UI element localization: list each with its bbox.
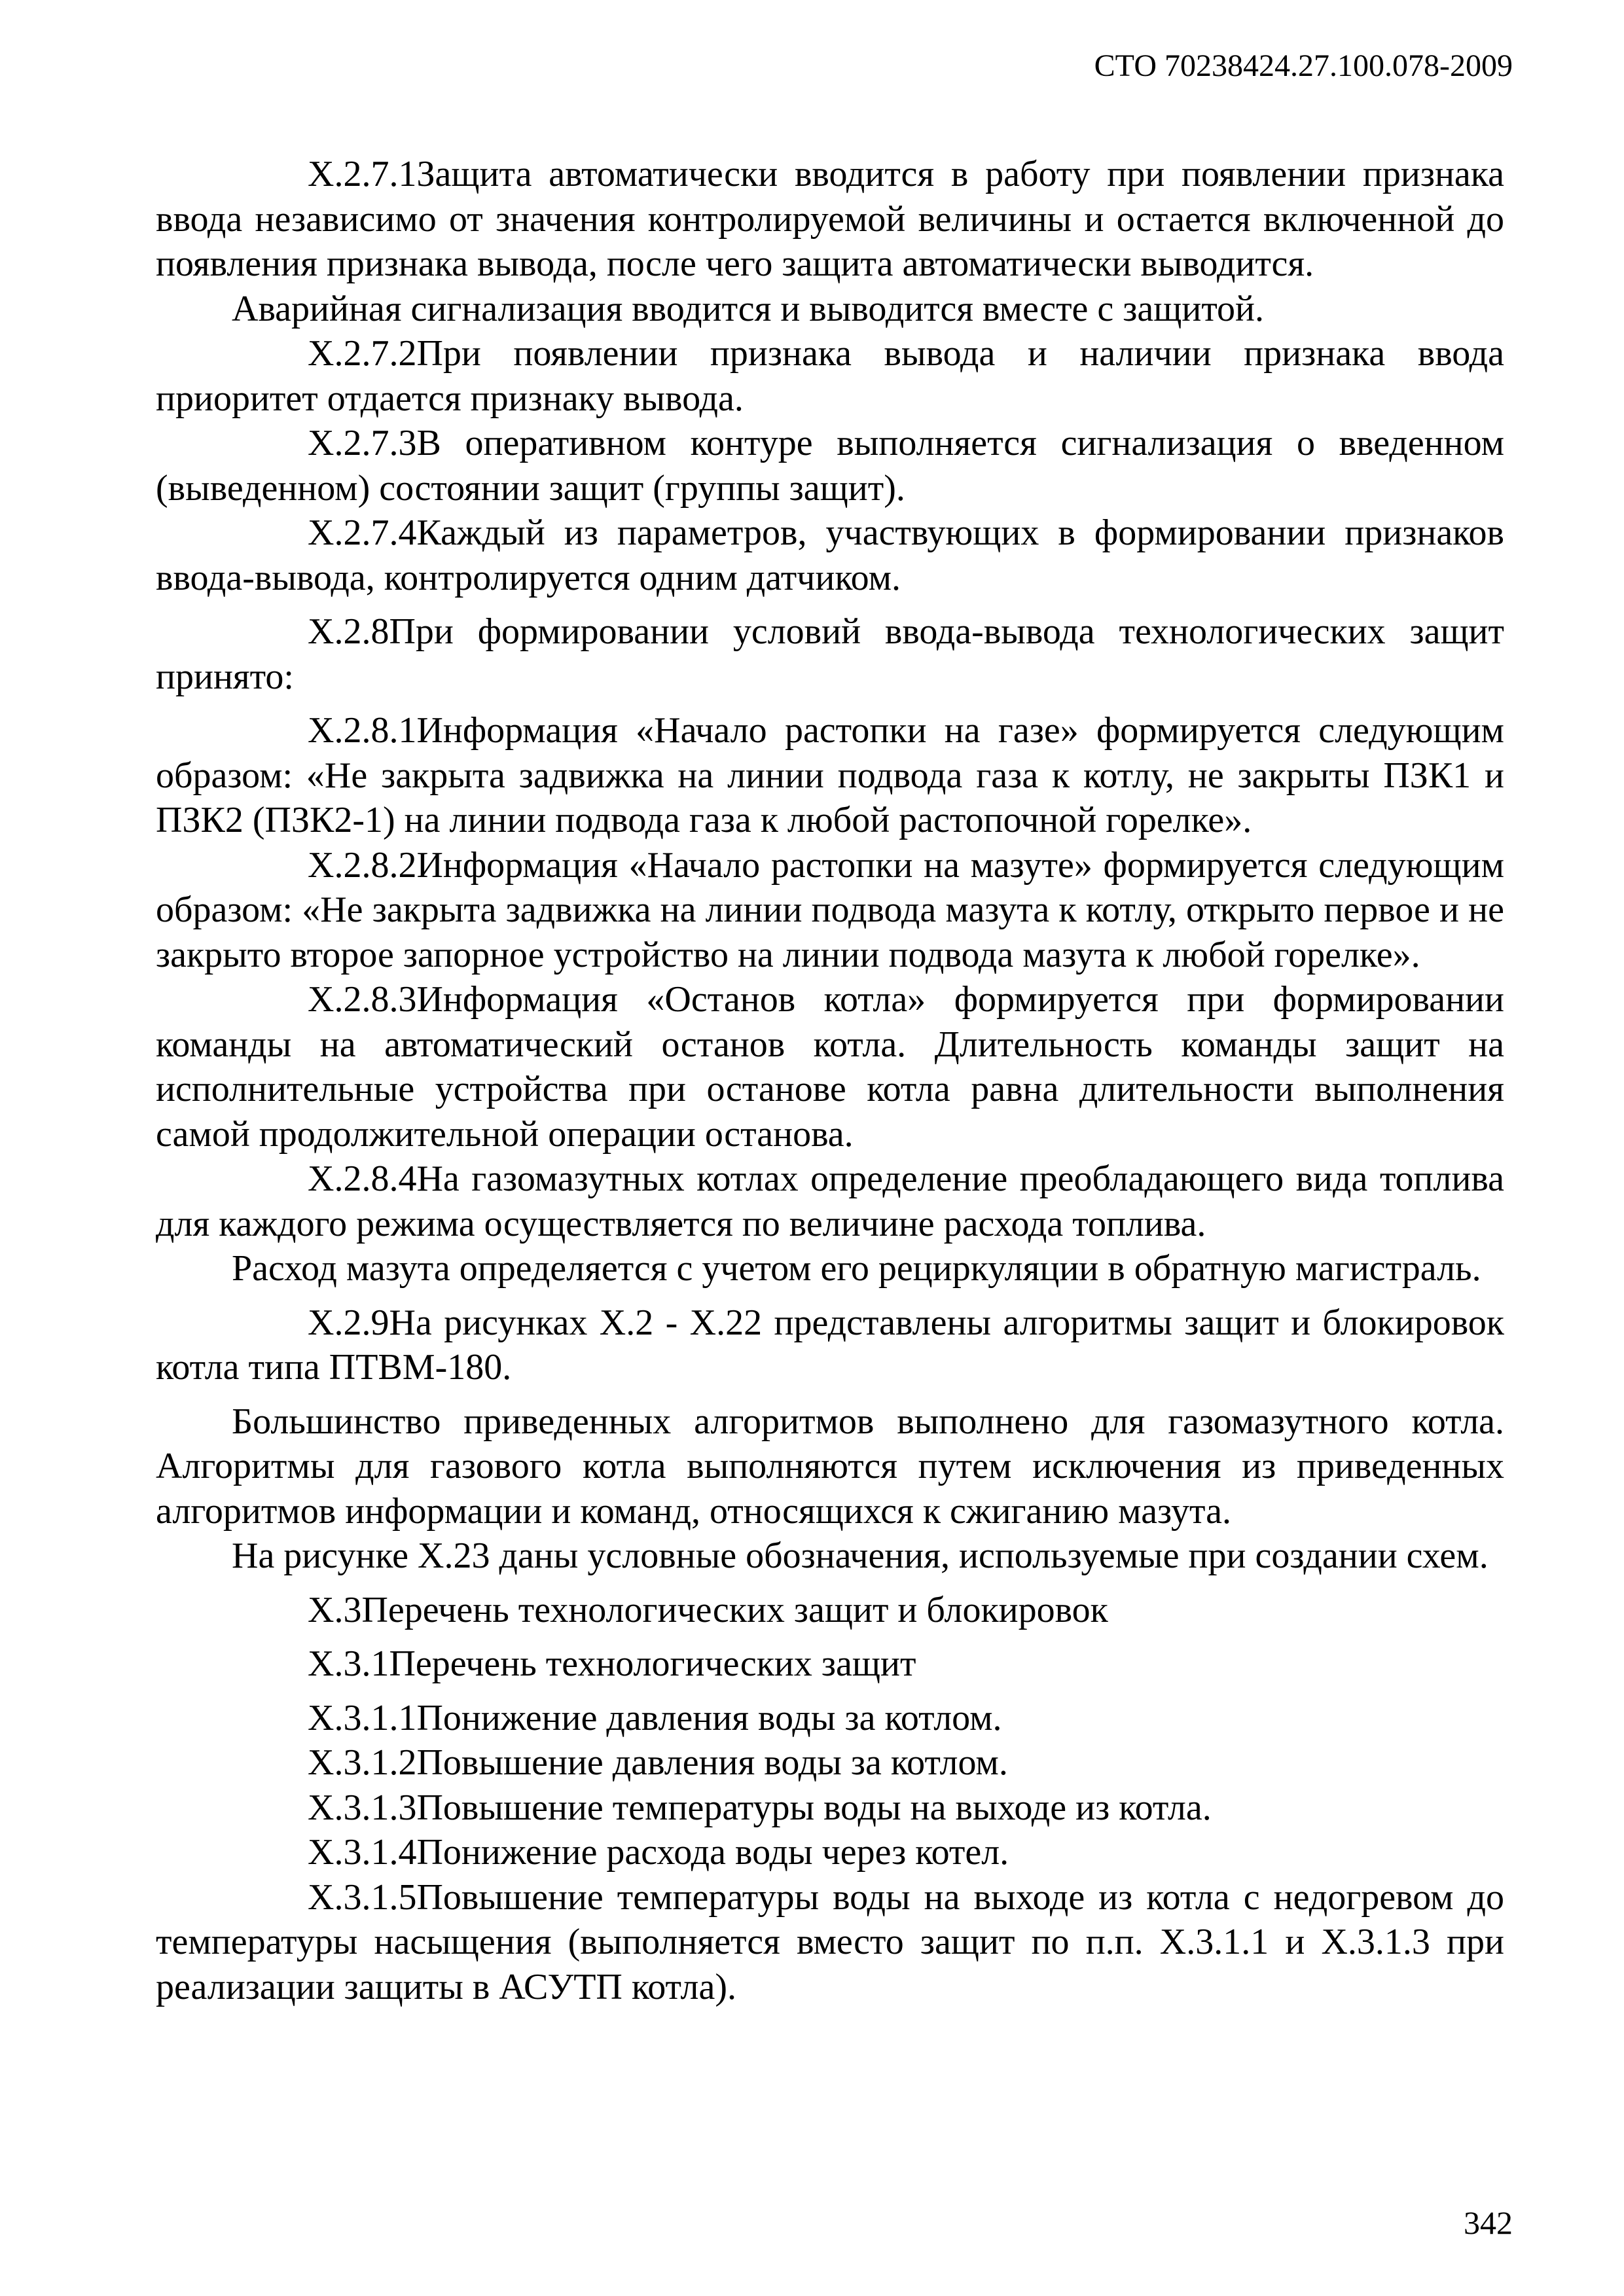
paragraph-text: Информация «Начало растопки на газе» формируется следующим образом: «Не закрыта задвижка на линии подвода газа к котлу, не закрыты ПЗК1 и ПЗК2 (ПЗК2-1) на линии подвода газа к любой растопочной горелке». (156, 710, 1504, 840)
paragraph-text: Большинство приведенных алгоритмов выполнено для газомазутного котла. Алгоритмы для газового котла выполняются путем исключения из приведенных алгоритмов информации и команд, относящихся к сжиганию мазута. (156, 1401, 1504, 1532)
document-code-header: СТО 70238424.27.100.078-2009 (1094, 48, 1513, 83)
clause-number: Х.3 (308, 1589, 362, 1630)
clause-number: Х.3.1.2 (308, 1742, 417, 1783)
paragraph-text: Понижение давления воды за котлом. (416, 1697, 1002, 1738)
clause-number: Х.2.7.2 (308, 333, 417, 374)
section-heading-x-3 (156, 1588, 1504, 1633)
page-number: 342 (1464, 2204, 1513, 2241)
paragraph-text: Понижение расхода воды через котел. (416, 1832, 1009, 1873)
paragraph-text: Перечень технологических защит и блокировок (361, 1589, 1108, 1630)
paragraph-text: На рисунке Х.23 даны условные обозначения, используемые при создании схем. (232, 1535, 1489, 1576)
paragraph-x-2-8-4 (156, 1157, 1504, 1246)
clause-number: Х.3.1.5 (308, 1876, 417, 1918)
paragraph-text: Перечень технологических защит (389, 1643, 916, 1684)
paragraph-text: Повышение температуры воды на выходе из котла. (416, 1787, 1212, 1828)
paragraph-text: Аварийная сигнализация вводится и выводится вместе с защитой. (232, 288, 1265, 329)
paragraph-x-2-7-1 (156, 152, 1504, 287)
clause-number: Х.2.8.4 (308, 1158, 417, 1199)
paragraph-text: На газомазутных котлах определение преобладающего вида топлива для каждого режима осуществляется по величине расхода топлива. (156, 1158, 1504, 1244)
document-body (156, 152, 1504, 2009)
paragraph-x-2-9 (156, 1300, 1504, 1390)
paragraph-alarm-signal (156, 287, 1504, 332)
clause-number: Х.2.7.4 (308, 512, 417, 553)
paragraph-x-2-7-2 (156, 331, 1504, 421)
paragraph-text: Повышение температуры воды на выходе из котла с недогревом до температуры насыщения (выполняется вместо защит по п.п. Х.3.1.1 и Х.3.1.3 при реализации защиты в АСУТП котла). (156, 1876, 1504, 2007)
paragraph-fuel-oil-recirculation (156, 1246, 1504, 1291)
list-item-x-3-1-5 (156, 1875, 1504, 2010)
paragraph-algorithms-note (156, 1399, 1504, 1534)
clause-number: Х.3.1.3 (308, 1787, 417, 1828)
list-item-x-3-1-1 (156, 1696, 1504, 1741)
clause-number: Х.2.7.3 (308, 423, 417, 463)
list-item-x-3-1-3 (156, 1785, 1504, 1831)
clause-number: Х.3.1 (308, 1643, 389, 1684)
clause-number: Х.2.8 (308, 611, 389, 652)
section-heading-x-3-1 (156, 1641, 1504, 1687)
paragraph-text: При появлении признака вывода и наличии признака ввода приоритет отдается признаку вывода. (156, 333, 1504, 419)
paragraph-text: Информация «Начало растопки на мазуте» формируется следующим образом: «Не закрыта задвижка на линии подвода мазута к котлу, открыто первое и не закрыто второе запорное устройство на линии подвода мазута к любой горелке». (156, 844, 1504, 975)
paragraph-text: При формировании условий ввода-вывода технологических защит принято: (156, 611, 1504, 697)
clause-number: Х.2.8.1 (308, 710, 417, 751)
clause-number: Х.2.8.3 (308, 979, 417, 1020)
paragraph-text: На рисунках Х.2 - Х.22 представлены алгоритмы защит и блокировок котла типа ПТВМ-180. (156, 1302, 1504, 1388)
paragraph-text: Защита автоматически вводится в работу при появлении признака ввода независимо от значения контролируемой величины и остается включенной до появления признака вывода, после чего защита автоматически выводится. (156, 154, 1504, 284)
paragraph-x-2-8-1 (156, 708, 1504, 843)
clause-number: Х.2.7.1 (308, 154, 417, 194)
clause-number: Х.2.9 (308, 1302, 389, 1343)
paragraph-x-2-7-3 (156, 421, 1504, 511)
paragraph-text: Расход мазута определяется с учетом его рециркуляции в обратную магистраль. (232, 1248, 1481, 1289)
clause-number: Х.2.8.2 (308, 844, 417, 886)
paragraph-text: В оперативном контуре выполняется сигнализация о введенном (выведенном) состоянии защит (группы защит). (156, 423, 1504, 509)
paragraph-text: Повышение давления воды за котлом. (416, 1742, 1008, 1783)
paragraph-x-2-7-4 (156, 511, 1504, 600)
clause-number: Х.3.1.4 (308, 1832, 417, 1873)
paragraph-figure-x-23-note (156, 1534, 1504, 1579)
paragraph-text: Каждый из параметров, участвующих в формировании признаков ввода-вывода, контролируется одним датчиком. (156, 512, 1504, 598)
paragraph-x-2-8 (156, 609, 1504, 699)
paragraph-x-2-8-2 (156, 843, 1504, 978)
list-item-x-3-1-2 (156, 1740, 1504, 1785)
list-item-x-3-1-4 (156, 1830, 1504, 1875)
paragraph-x-2-8-3 (156, 977, 1504, 1157)
paragraph-text: Информация «Останов котла» формируется при формировании команды на автоматический останов котла. Длительность команды защит на исполнительные устройства при останове котла равна длительности выполнения самой продолжительной операции останова. (156, 979, 1504, 1155)
clause-number: Х.3.1.1 (308, 1697, 417, 1738)
